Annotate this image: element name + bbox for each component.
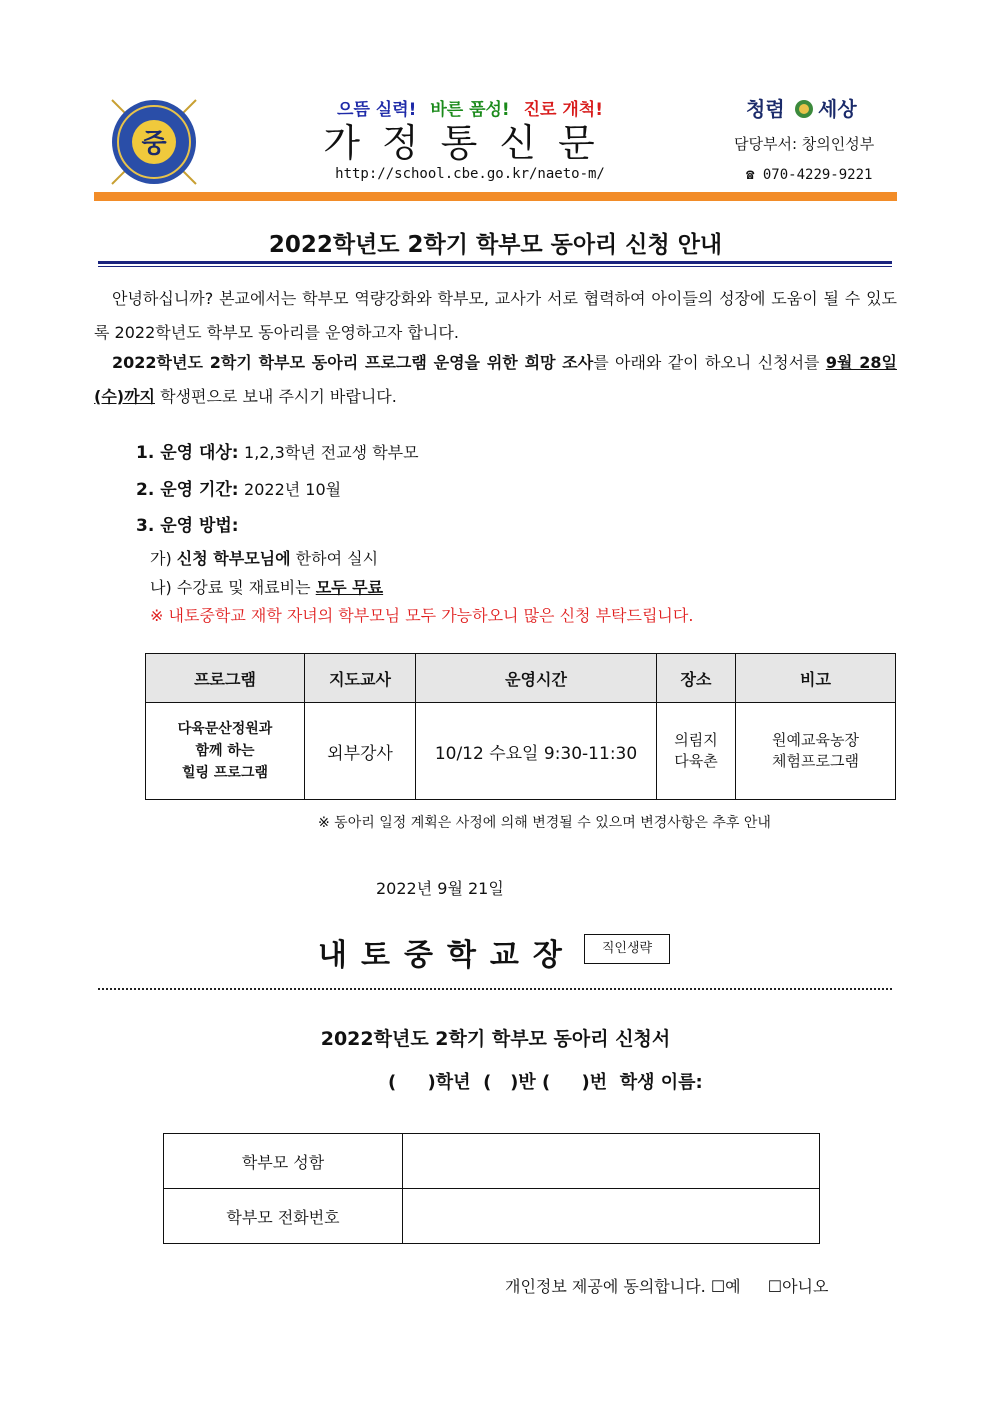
col-place: 장소: [657, 654, 736, 703]
section-target: [136, 438, 419, 463]
deadline: 9월 28일(수)까지: [94, 353, 897, 406]
method-a-prefix: 가): [150, 549, 172, 568]
intro-paragraph: 안녕하십니까? 본교에서는 학부모 역량강화와 학부모, 교사가 서로 협력하여 아이들의 성장에 도움이 될 수 있도록 2022학년도 학부모 동아리를 운영하고자 합니다.: [94, 289, 897, 342]
consent-no-checkbox[interactable]: ☐: [767, 1277, 783, 1296]
survey-text: 2022학년도 2학기 학부모 동아리 프로그램 운영을 위한 희망 조사: [112, 353, 594, 372]
col-program: 프로그램: [146, 654, 305, 703]
privacy-consent: [505, 1274, 828, 1297]
form-title: 2022학년도 2학기 학부모 동아리 신청서: [320, 1028, 671, 1050]
table-header-row: [146, 654, 896, 703]
program-table: [145, 653, 896, 800]
school-logo: [108, 96, 200, 188]
consent-text: 개인정보 제공에 동의합니다.: [505, 1277, 706, 1296]
cell-place: [657, 703, 736, 800]
free-of-charge: 모두 무료: [315, 578, 384, 597]
header-divider: [94, 192, 897, 201]
cell-teacher: 외부강사: [305, 703, 416, 800]
seal-omitted-stamp: 직인생략: [584, 934, 670, 964]
form-row: [164, 1189, 820, 1244]
request-mid: 를 아래와 같이 하오니 신청서를: [593, 353, 826, 372]
integrity-brand-logo: [746, 92, 876, 126]
red-notice: ※ 내토중학교 재학 자녀의 학부모님 모두 가능하오니 많은 신청 부탁드립니다.: [150, 606, 694, 625]
newsletter-title: 가정통신문: [323, 121, 617, 165]
phone: [746, 167, 872, 183]
request-paragraph: [94, 346, 897, 414]
col-time: 운영시간: [416, 654, 657, 703]
method-a-bold: 신청 학부모님에: [176, 549, 291, 568]
remark-line-1: 원예교육농장: [772, 731, 859, 749]
parent-phone-field[interactable]: [403, 1189, 820, 1244]
section-label: 1. 운영 대상:: [136, 443, 239, 463]
consent-yes-label: 예: [725, 1277, 741, 1296]
consent-yes-checkbox[interactable]: ☐: [710, 1277, 726, 1296]
remark-line-2: 체험프로그램: [772, 752, 859, 770]
application-form-table: [163, 1133, 820, 1244]
section-value: 2022년 10월: [244, 480, 342, 499]
schedule-note: ※ 동아리 일정 계획은 사정에 의해 변경될 수 있으며 변경사항은 추후 안내: [318, 815, 771, 831]
request-end: 학생편으로 보내 주시기 바랍니다.: [155, 387, 397, 406]
brand-text: [0, 0, 1, 1]
program-line-1: 다육문산정원과: [177, 721, 273, 737]
principal-name: 내토중학교장: [318, 938, 576, 973]
department: 담당부서: 창의인성부: [734, 135, 875, 153]
program-line-3: 힐링 프로그램: [181, 765, 269, 781]
method-b-prefix: 나) 수강료 및 재료비는: [150, 578, 311, 597]
svg-text:청렴: 청렴: [746, 97, 785, 121]
consent-no-label: 아니오: [782, 1277, 829, 1296]
place-line-2: 다육촌: [674, 752, 718, 770]
title-rule: [98, 261, 892, 264]
slogan-1: 으뜸 실력!: [337, 100, 417, 120]
school-url: http://school.cbe.go.kr/naeto-m/: [335, 166, 605, 182]
slogan-2: 바른 품성!: [430, 100, 510, 120]
phone-number: 070-4229-9221: [762, 167, 873, 183]
cell-remark: [736, 703, 896, 800]
student-info-line[interactable]: ( )학년 ( )반 ( )번 학생 이름:: [388, 1072, 703, 1093]
cell-program: [146, 703, 305, 800]
method-b: [150, 575, 383, 598]
cell-time: 10/12 수요일 9:30-11:30: [416, 703, 657, 800]
section-period: [136, 475, 341, 500]
svg-text:세상: 세상: [818, 97, 857, 121]
title-rule-thin: [98, 266, 892, 267]
issue-date: 2022년 9월 21일: [376, 879, 504, 898]
parent-phone-label: 학부모 전화번호: [164, 1189, 403, 1244]
col-remark: 비고: [736, 654, 896, 703]
cut-line: [98, 988, 892, 990]
parent-name-label: 학부모 성함: [164, 1134, 403, 1189]
telephone-icon: ☎: [746, 167, 755, 183]
method-a-rest: 한하여 실시: [295, 549, 379, 568]
section-label: 3. 운영 방법:: [136, 516, 239, 536]
method-a: [150, 546, 378, 569]
section-method: [136, 511, 239, 536]
section-value: 1,2,3학년 전교생 학부모: [244, 443, 419, 462]
col-teacher: 지도교사: [305, 654, 416, 703]
notice-title: 2022학년도 2학기 학부모 동아리 신청 안내: [268, 232, 723, 258]
form-row: [164, 1134, 820, 1189]
parent-name-field[interactable]: [403, 1134, 820, 1189]
program-line-2: 함께 하는: [195, 743, 255, 759]
section-label: 2. 운영 기간:: [136, 480, 239, 500]
table-row: [146, 703, 896, 800]
slogan-3: 진로 개척!: [523, 100, 603, 120]
logo-text: 중: [141, 129, 167, 159]
place-line-1: 의림지: [674, 731, 718, 749]
